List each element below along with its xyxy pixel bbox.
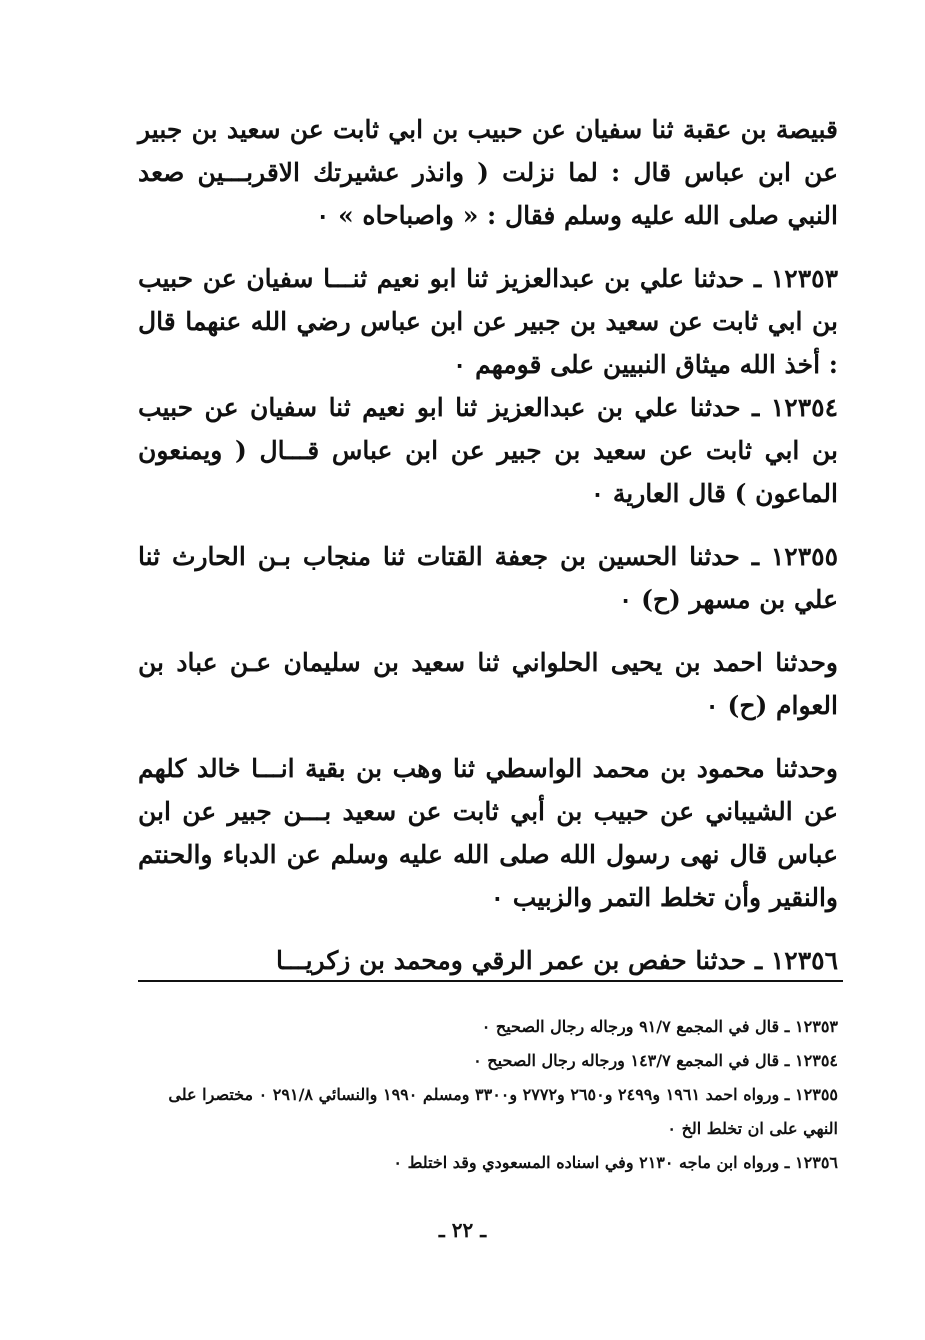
footnote-12353: ١٢٣٥٣ ـ قال في المجمع ٩١/٧ ورجاله رجال الصحيح ٠ bbox=[481, 1017, 838, 1036]
paragraph-continuation: قبيصة بن عقبة ثنا سفيان عن حبيب بن ابي ثابت عن سعيد بن جبير عن ابن عباس قال : لما نزلت ( وانذر عشيرتك الاقربـــين صعد النبي صلى الله عليه وسلم فقال : « واصباحاه » ٠ bbox=[138, 115, 838, 230]
hadith-12354: ١٢٣٥٤ ـ حدثنا علي بن عبدالعزيز ثنا ابو نعيم ثنا سفيان عن حبيب بن ابي ثابت عن سعيد بن جبير عن ابن عباس قـــال ( ويمنعون الماعون ) قال العارية ٠ bbox=[138, 393, 838, 508]
footnotes bbox=[138, 1010, 838, 1180]
chain-ahmad-halwani: وحدثنا احمد بن يحيى الحلواني ثنا سعيد بن سليمان عـن عباد بن العوام (ح) ٠ bbox=[138, 648, 838, 720]
page-number: ـ ٢٢ ـ bbox=[438, 1218, 487, 1242]
main-text bbox=[138, 108, 838, 982]
footnote-12356: ١٢٣٥٦ ـ ورواه ابن ماجه ٢١٣٠ وفي اسناده المسعودي وقد اختلط ٠ bbox=[393, 1153, 838, 1172]
hadith-12353: ١٢٣٥٣ ـ حدثنا علي بن عبدالعزيز ثنا ابو نعيم ثنـــا سفيان عن حبيب بن ابي ثابت عن سعيد بن جبير عن ابن عباس رضي الله عنهما قال : أخذ الله ميثاق النبيين على قومهم ٠ bbox=[138, 264, 838, 379]
chain-mahmud-wasiti: وحدثنا محمود بن محمد الواسطي ثنا وهب بن بقية انـــا خالد كلهم عن الشيباني عن حبيب بن أبي ثابت عن سعيد بـــن جبير عن ابن عباس قال نهى رسول الله صلى الله عليه وسلم عن الدباء والحنتم والنقير وأن تخلط التمر والزبيب ٠ bbox=[138, 754, 838, 912]
footnote-12355: ١٢٣٥٥ ـ ورواه احمد ١٩٦١ و٢٤٩٩ و٢٦٥٠ و٢٧٧٢ و٣٣٠٠ ومسلم ١٩٩٠ والنسائي ٢٩١/٨ ٠ مختصرا على النهي على ان تخلط الخ ٠ bbox=[168, 1085, 838, 1138]
hadith-12356: ١٢٣٥٦ ـ حدثنا حفص بن عمر الرقي ومحمد بن زكريـــا bbox=[275, 946, 838, 975]
footnote-12354: ١٢٣٥٤ ـ قال في المجمع ١٤٣/٧ ورجاله رجال الصحيح ٠ bbox=[473, 1051, 838, 1070]
hadith-12355: ١٢٣٥٥ ـ حدثنا الحسين بن جعفة القتات ثنا منجاب بـن الحارث ثنا علي بن مسهر (ح) ٠ bbox=[138, 542, 838, 614]
footnote-divider bbox=[138, 980, 843, 982]
